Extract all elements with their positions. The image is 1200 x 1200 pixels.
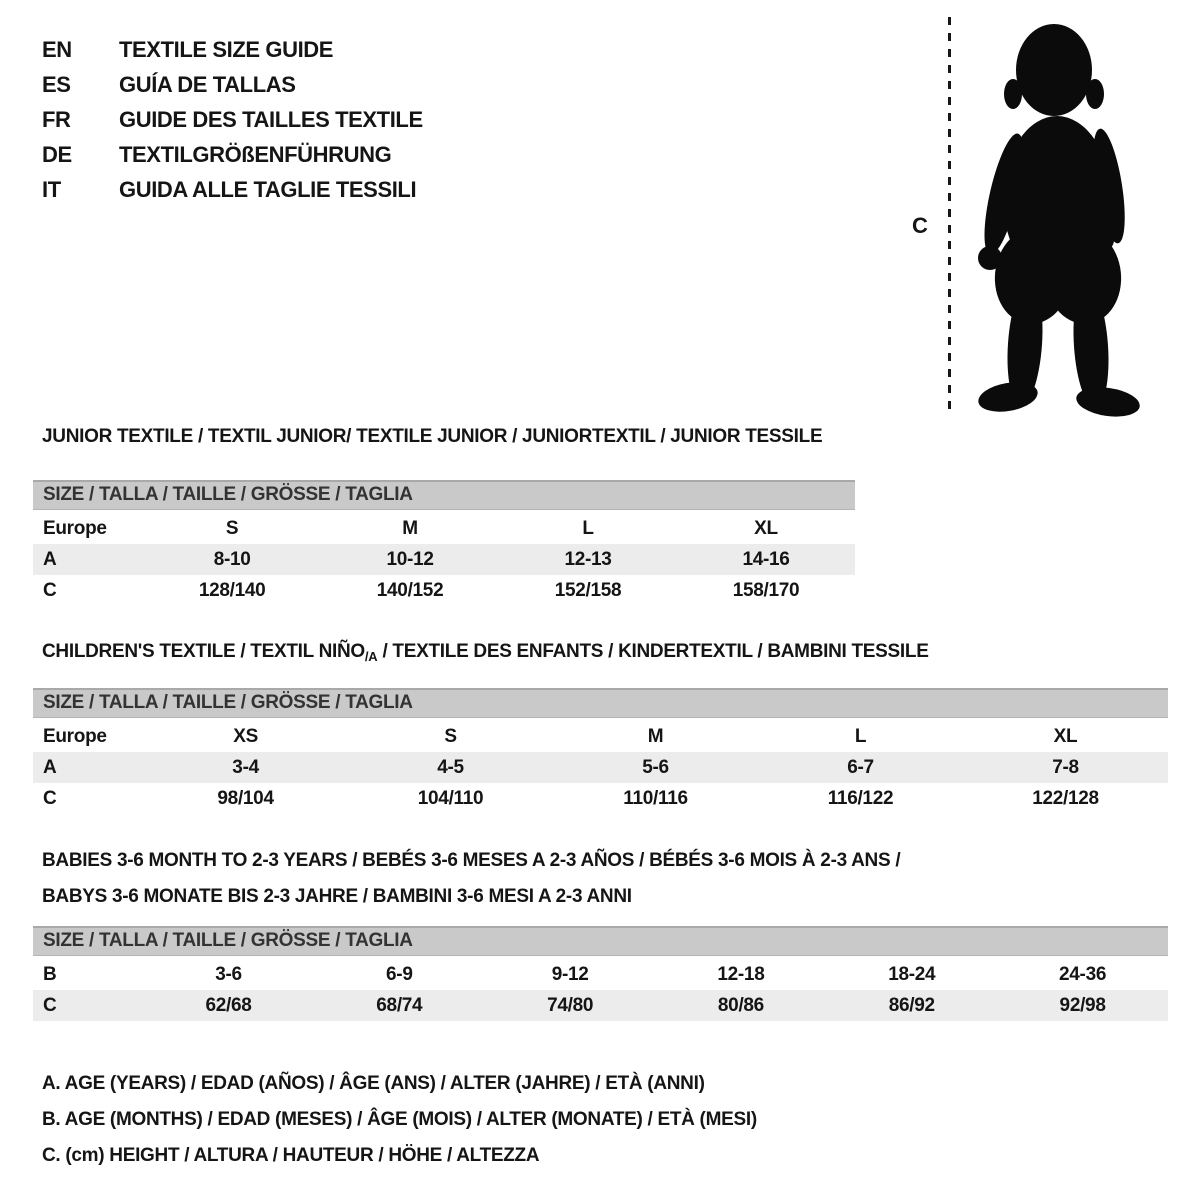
size-header-row (33, 926, 1168, 958)
size-cell: XL (1053, 725, 1078, 747)
language-code: EN (42, 37, 72, 62)
children-title-rest: / TEXTILE DES ENFANTS / KINDERTEXTIL / BAMBINI TESSILE (377, 641, 929, 662)
row-label: Europe (43, 517, 107, 539)
size-cell: 4-5 (437, 756, 464, 778)
size-cell: 80/86 (717, 994, 764, 1016)
children-title-main: CHILDREN'S TEXTILE / TEXTIL NIÑO (42, 641, 365, 662)
children-size-table (33, 688, 1168, 814)
table-row (33, 990, 1168, 1021)
language-title: GUIDE DES TAILLES TEXTILE (119, 107, 423, 132)
size-cell: 6-9 (386, 963, 413, 985)
language-title: GUÍA DE TALLAS (119, 72, 296, 97)
size-cell: S (225, 517, 239, 539)
size-cell: 14-16 (742, 548, 790, 570)
babies-section-title (42, 843, 900, 915)
toddler-silhouette-icon (962, 14, 1147, 419)
size-cell: 74/80 (547, 994, 594, 1016)
measure-label-c: C (912, 213, 928, 238)
size-cell: S (444, 725, 457, 747)
language-code: DE (42, 142, 72, 167)
size-cell: 6-7 (847, 756, 874, 778)
language-code: IT (42, 177, 61, 202)
size-cell: 24-36 (1059, 963, 1107, 985)
size-cell: 110/116 (623, 787, 688, 809)
row-label: Europe (43, 725, 107, 747)
size-cell: 3-4 (232, 756, 259, 778)
row-label: C (43, 994, 57, 1016)
size-cell: 62/68 (205, 994, 252, 1016)
legend-line-a: A. AGE (YEARS) / EDAD (AÑOS) / ÂGE (ANS) / ALTER (JAHRE) / ETÀ (ANNI) (42, 1073, 705, 1094)
size-cell: 98/104 (217, 787, 274, 809)
table-row (33, 752, 1168, 783)
size-cell: 122/128 (1032, 787, 1099, 809)
size-cell: L (854, 725, 867, 747)
babies-title-line2: BABYS 3-6 MONATE BIS 2-3 JAHRE / BAMBINI 3-6 MESI A 2-3 ANNI (42, 886, 632, 907)
legend-line-b: B. AGE (MONTHS) / EDAD (MESES) / ÂGE (MOIS) / ALTER (MONATE) / ETÀ (MESI) (42, 1109, 757, 1130)
size-cell: 10-12 (386, 548, 434, 570)
size-cell: XL (754, 517, 778, 539)
table-row (33, 958, 1168, 991)
size-cell: 140/152 (376, 579, 444, 601)
size-cell: M (402, 517, 418, 539)
size-cell: 68/74 (376, 994, 423, 1016)
size-cell: 92/98 (1059, 994, 1106, 1016)
size-cell: M (647, 725, 664, 747)
language-code: FR (42, 107, 71, 132)
legend-line-c: C. (cm) HEIGHT / ALTURA / HAUTEUR / HÖHE / ALTEZZA (42, 1145, 540, 1166)
size-cell: 12-13 (564, 548, 612, 570)
size-header-row (33, 688, 1168, 720)
size-cell: 116/122 (827, 787, 894, 809)
language-title: GUIDA ALLE TAGLIE TESSILI (119, 177, 417, 202)
size-cell: 7-8 (1052, 756, 1079, 778)
row-label: A (43, 548, 57, 570)
language-title: TEXTILE SIZE GUIDE (119, 37, 334, 62)
table-row (33, 512, 855, 545)
size-header-bar: SIZE / TALLA / TAILLE / GRÖSSE / TAGLIA (33, 480, 855, 512)
table-row (33, 544, 855, 575)
children-section-title (42, 641, 929, 664)
size-header-row (33, 480, 855, 512)
row-label: B (43, 963, 57, 985)
size-cell: 5-6 (642, 756, 669, 778)
size-cell: 86/92 (888, 994, 935, 1016)
table-row (33, 783, 1168, 814)
size-cell: 152/158 (554, 579, 622, 601)
size-header-bar: SIZE / TALLA / TAILLE / GRÖSSE / TAGLIA (33, 926, 1168, 958)
size-cell: 158/170 (732, 579, 800, 601)
row-label: C (43, 787, 57, 809)
size-cell: 8-10 (213, 548, 251, 570)
row-label: A (43, 756, 57, 778)
measure-legend (42, 1066, 757, 1174)
babies-title-line1: BABIES 3-6 MONTH TO 2-3 YEARS / BEBÉS 3-6 MESES A 2-3 AÑOS / BÉBÉS 3-6 MOIS À 2-3 ANS / (42, 850, 901, 871)
junior-size-table (33, 480, 855, 606)
language-code: ES (42, 72, 71, 97)
language-title-block (42, 32, 423, 207)
height-measure-dashed-line (948, 17, 951, 417)
size-cell: 104/110 (417, 787, 484, 809)
language-title: TEXTILGRÖßENFÜHRUNG (119, 142, 392, 167)
row-label: C (43, 579, 57, 601)
size-cell: 3-6 (215, 963, 242, 985)
table-row (33, 575, 855, 606)
size-cell: 18-24 (888, 963, 936, 985)
size-cell: L (582, 517, 594, 539)
size-header-bar: SIZE / TALLA / TAILLE / GRÖSSE / TAGLIA (33, 688, 1168, 720)
size-cell: 128/140 (198, 579, 266, 601)
size-cell: 9-12 (551, 963, 589, 985)
junior-section-title: JUNIOR TEXTILE / TEXTIL JUNIOR/ TEXTILE JUNIOR / JUNIORTEXTIL / JUNIOR TESSILE (42, 426, 823, 447)
table-row (33, 720, 1168, 753)
children-title-subscript: /A (364, 649, 378, 664)
size-cell: XS (233, 725, 258, 747)
babies-size-table (33, 926, 1168, 1021)
size-cell: 12-18 (717, 963, 765, 985)
